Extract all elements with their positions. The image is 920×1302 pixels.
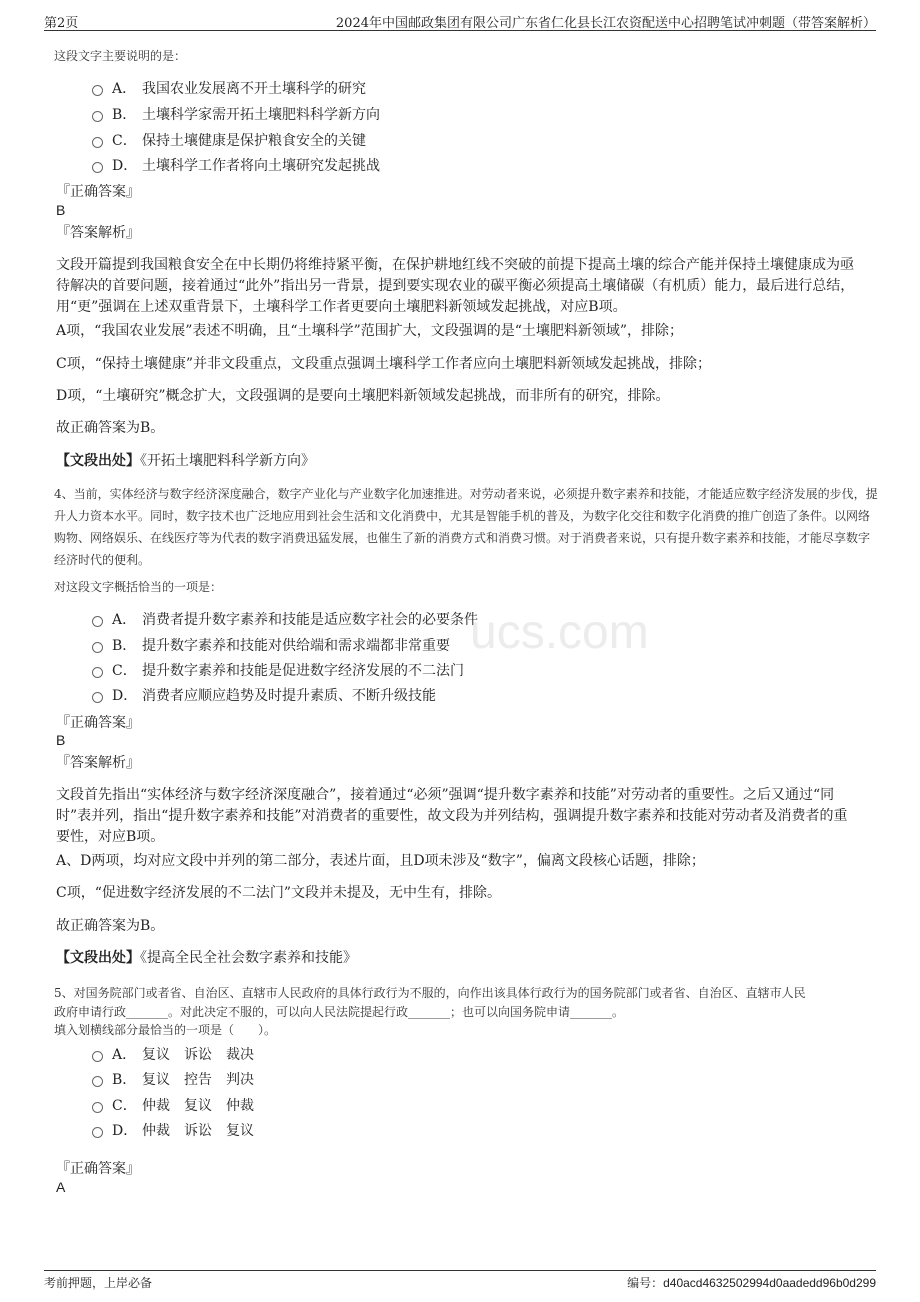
option-letter: A． [112, 612, 137, 628]
option-letter: C． [112, 1098, 137, 1114]
q3-option-a[interactable] [92, 77, 366, 99]
radio-icon[interactable] [92, 1051, 103, 1062]
option-letter: D． [112, 1123, 138, 1139]
q4-analysis-paragraph: C项，“促进数字经济发展的不二法门”文段并未提及，无中生有，排除。 [56, 885, 502, 901]
q3-analysis-paragraph: C项，“保持土壤健康”并非文段重点，文段重点强调土壤科学工作者应向土壤肥料新领域发起挑战，排除； [56, 356, 712, 372]
source-title: 《提高全民全社会数字素养和技能》 [140, 950, 357, 966]
document-title: 2024年中国邮政集团有限公司广东省仁化县长江农资配送中心招聘笔试冲刺题（带答案解析） [335, 16, 876, 31]
q3-source [56, 451, 856, 472]
q3-option-b[interactable] [92, 103, 380, 125]
option-text: 消费者提升数字素养和技能是适应数字社会的必要条件 [142, 612, 478, 628]
q3-analysis-paragraph: 故正确答案为B。 [56, 420, 165, 436]
q4-analysis-paragraph: A、D两项，均对应文段中并列的第二部分，表述片面，且D项未涉及“数字”，偏离文段核心话题，排除； [56, 853, 705, 869]
q5-option-b[interactable] [92, 1068, 254, 1090]
source-label: 【文段出处】 [56, 950, 140, 966]
radio-icon[interactable] [92, 85, 103, 96]
option-text: 提升数字素养和技能是促进数字经济发展的不二法门 [142, 663, 464, 679]
q4-option-a[interactable] [92, 608, 478, 630]
option-letter: C． [112, 663, 137, 679]
q4-option-b[interactable] [92, 634, 450, 656]
option-text: 消费者应顺应趋势及时提升素质、不断升级技能 [142, 688, 436, 704]
q4-answer-label: 『正确答案』 [56, 715, 140, 731]
option-letter: D． [112, 158, 138, 174]
q5-prompt: 填入划横线部分最恰当的一项是（ ）。 [54, 1023, 277, 1037]
radio-icon[interactable] [92, 692, 103, 703]
q3-analysis-paragraph: D项，“土壤研究”概念扩大，文段强调的是要向土壤肥料新领域发起挑战，而非所有的研究，排除。 [56, 388, 670, 404]
option-letter: B． [112, 107, 137, 123]
q3-option-c[interactable] [92, 129, 366, 151]
q5-answer-label: 『正确答案』 [56, 1161, 140, 1177]
radio-icon[interactable] [92, 111, 103, 122]
radio-icon[interactable] [92, 162, 103, 173]
q4-option-c[interactable] [92, 659, 464, 681]
q5-option-c[interactable] [92, 1094, 254, 1116]
radio-icon[interactable] [92, 1127, 103, 1138]
option-text: 我国农业发展离不开土壤科学的研究 [142, 81, 366, 97]
q3-answer-label: 『正确答案』 [56, 184, 140, 200]
option-text: 仲裁 诉讼 复议 [142, 1123, 254, 1139]
radio-icon[interactable] [92, 137, 103, 148]
page-footer [44, 1270, 876, 1293]
q4-option-d[interactable] [92, 684, 436, 706]
q3-analysis-paragraph: A项，“我国农业发展”表述不明确，且“土壤科学”范围扩大，文段强调的是“土壤肥料新领域”，排除； [56, 323, 684, 339]
q4-prompt: 对这段文字概括恰当的一项是： [54, 580, 223, 594]
option-letter: B． [112, 1072, 137, 1088]
option-letter: B． [112, 638, 137, 654]
source-title: 《开拓土壤肥料科学新方向》 [140, 453, 315, 469]
q4-analysis-paragraph: 文段首先指出“实体经济与数字经济深度融合”，接着通过“必须”强调“提升数字素养和技能”对劳动者的重要性。之后又通过“同时”表并列，指出“提升数字素养和技能”对消费者的重要性，故文段为并列结构，强调提升数字素养和技能对劳动者及消费者的重要性，对应B项。 [56, 787, 848, 845]
watermark: ucs.com [470, 606, 649, 659]
option-letter: A． [112, 81, 137, 97]
radio-icon[interactable] [92, 1076, 103, 1087]
q5-stem-line2: 政府申请行政_______。对此决定不服的，可以向人民法院提起行政_______；也可以向国务院申请_______。 [54, 1005, 625, 1019]
option-text: 仲裁 复议 仲裁 [142, 1098, 254, 1114]
option-text: 土壤科学工作者将向土壤研究发起挑战 [142, 158, 380, 174]
option-text: 土壤科学家需开拓土壤肥料科学新方向 [142, 107, 380, 123]
q5-option-a[interactable] [92, 1043, 254, 1065]
footer-slogan: 考前押题，上岸必备 [44, 1276, 153, 1290]
radio-icon[interactable] [92, 642, 103, 653]
source-label: 【文段出处】 [56, 453, 140, 469]
radio-icon[interactable] [92, 667, 103, 678]
q4-analysis-paragraph: 故正确答案为B。 [56, 918, 165, 934]
q3-option-d[interactable] [92, 154, 380, 176]
q4-answer: B [56, 732, 66, 748]
radio-icon[interactable] [92, 616, 103, 627]
option-text: 保持土壤健康是保护粮食安全的关键 [142, 133, 366, 149]
page-number: 第2页 [44, 16, 79, 31]
q5-answer: A [56, 1179, 66, 1195]
option-letter: D． [112, 688, 138, 704]
q5-option-d[interactable] [92, 1119, 254, 1141]
option-text: 复议 诉讼 裁决 [142, 1047, 254, 1063]
q3-answer: B [56, 202, 66, 218]
option-letter: C． [112, 133, 137, 149]
radio-icon[interactable] [92, 1102, 103, 1113]
page-header [44, 10, 876, 31]
option-letter: A． [112, 1047, 137, 1063]
q3-prompt: 这段文字主要说明的是： [54, 49, 187, 63]
q4-analysis-label: 『答案解析』 [56, 755, 140, 771]
option-text: 复议 控告 判决 [142, 1072, 254, 1088]
q3-analysis-paragraph: 文段开篇提到我国粮食安全在中长期仍将维持紧平衡，在保护耕地红线不突破的前提下提高土壤的综合产能并保持土壤健康成为亟待解决的首要问题，接着通过“此外”指出另一背景，提到要实现农业的碳平衡必须提高土壤储碳（有机质）能力，最后进行总结，用“更”强调在上述双重背景下，土壤科学工作者更要向土壤肥料新领域发起挑战，对应B项。 [56, 257, 855, 315]
document-id: 编号：d40acd4632502994d0aadedd96b0d299 [627, 1276, 876, 1290]
q3-analysis-label: 『答案解析』 [56, 225, 140, 241]
q4-stem: 4、当前，实体经济与数字经济深度融合，数字产业化与产业数字化加速推进。对劳动者来说，必须提升数字素养和技能，才能适应数字经济发展的步伐，提升人力资本水平。同时，数字技术也广泛地应用到社会生活和文化消费中，尤其是智能手机的普及，为数字化交往和数字化消费的推广创造了条件。以网络购物、网络娱乐、在线医疗等为代表的数字消费迅猛发展，也催生了新的消费方式和消费习惯。对于消费者来说，只有提升数字素养和技能，才能尽享数字经济时代的便利。 [54, 487, 878, 567]
option-text: 提升数字素养和技能对供给端和需求端都非常重要 [142, 638, 450, 654]
q4-source [56, 948, 856, 969]
q5-stem-line1: 5、对国务院部门或者省、自治区、直辖市人民政府的具体行政行为不服的，向作出该具体行政行为的国务院部门或者省、自治区、直辖市人民 [54, 986, 806, 1000]
